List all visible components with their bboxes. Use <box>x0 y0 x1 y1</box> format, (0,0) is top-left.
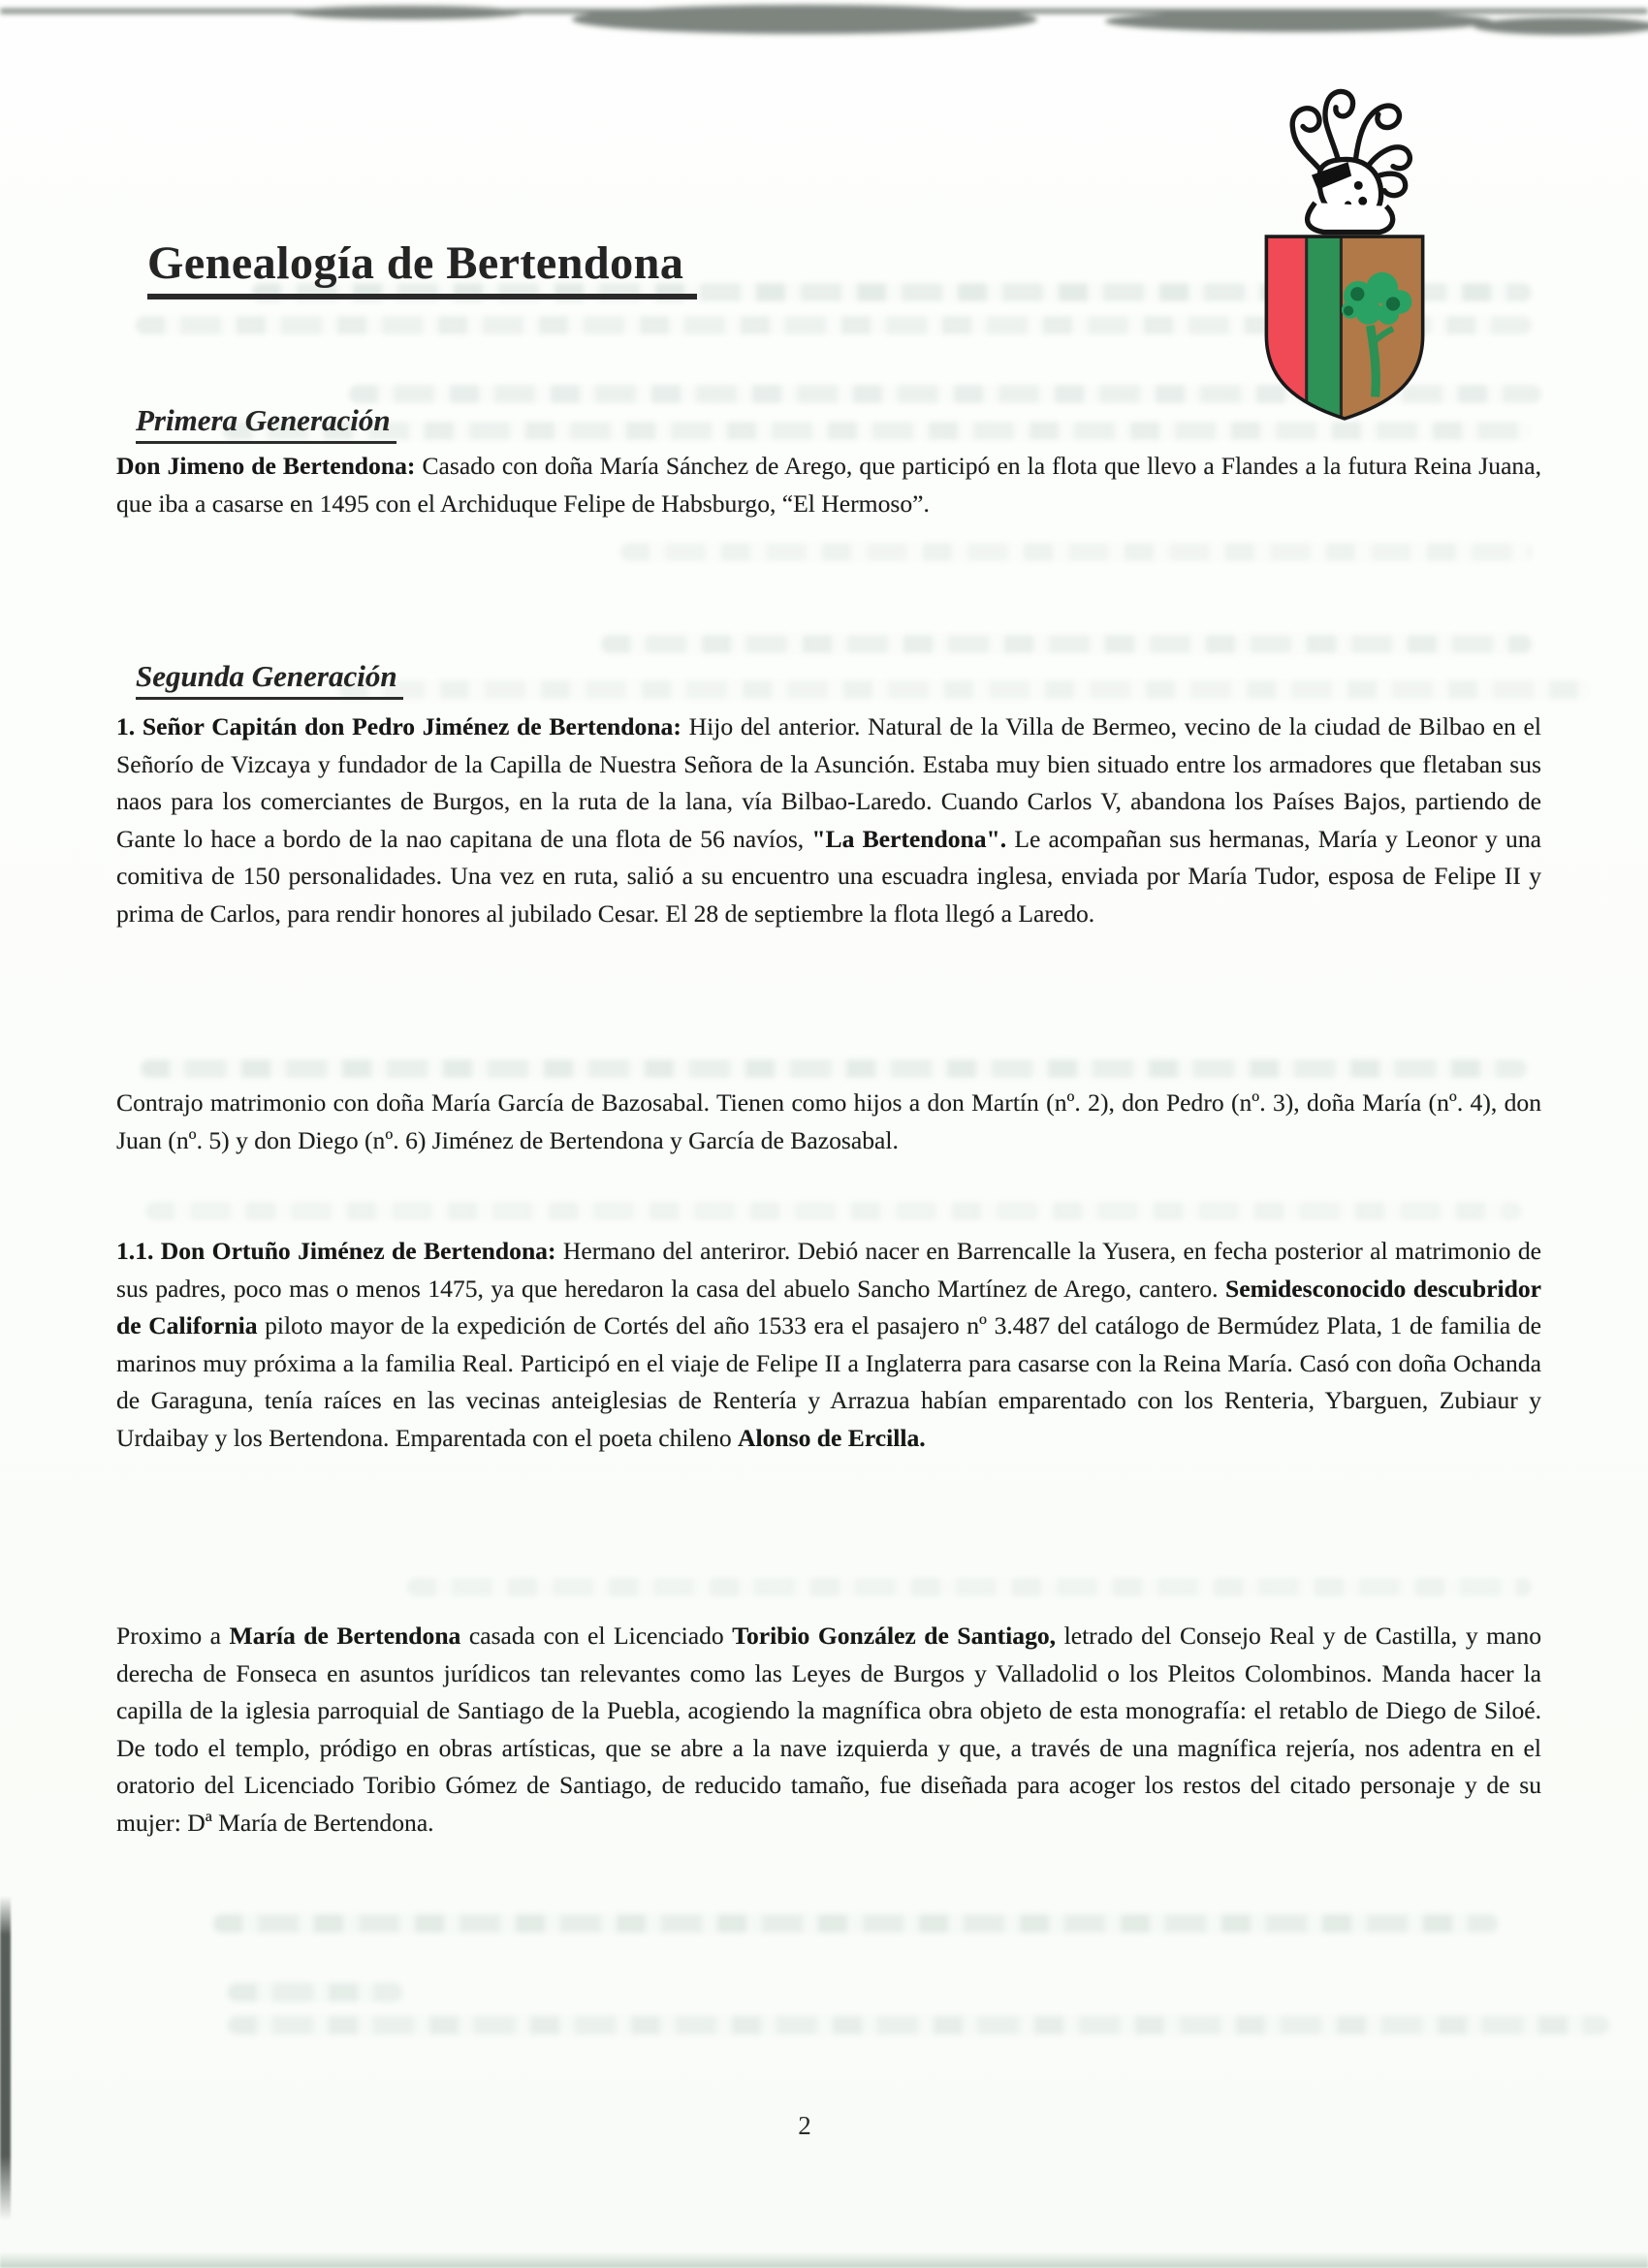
helmet-crest-icon <box>1279 70 1426 240</box>
bold-run: Toribio González de Santiago, <box>732 1622 1057 1650</box>
bleedthrough-text-ghost <box>620 543 1532 561</box>
bold-run: Alonso de Ercilla. <box>738 1423 926 1452</box>
scan-artifact-top-edge <box>0 0 1648 58</box>
bleedthrough-text-ghost <box>141 1059 1527 1078</box>
bleedthrough-text-ghost <box>145 1202 1522 1220</box>
paragraph-matrimonio-bazosabal <box>116 1085 1541 1159</box>
bold-run: 1. Señor Capitán don Pedro Jiménez de Bertendona: <box>116 712 681 740</box>
paragraph-ortuno-jimenez <box>116 1233 1541 1458</box>
scan-artifact-bottom-edge <box>0 2252 1648 2268</box>
bold-run: María de Bertendona <box>229 1622 461 1650</box>
bold-run: 1.1. Don Ortuño Jiménez de Bertendona: <box>116 1237 556 1265</box>
document-title: Genealogía de Bertendona <box>147 238 697 299</box>
paragraph-maria-de-bertendona <box>116 1618 1541 1843</box>
bleedthrough-text-ghost <box>601 635 1532 653</box>
coat-of-arms <box>1253 70 1447 425</box>
scan-artifact-left-edge <box>0 1896 11 2221</box>
section-heading-primera-generacion: Primera Generación <box>136 405 396 445</box>
text-run: letrado del Consejo Real y de Castilla, y mano derecha de Fonseca en asuntos jurídicos tan relevantes como las Leyes de Burgos y Valladolid o los Pleitos Colombinos. Manda hacer la capilla de la iglesia parroquial de Santiago de la Puebla, acogiendo la magnífica obra objeto de esta monografía: el retablo de Diego de Siloé. De todo el templo, pródigo en obras artísticas, que se abre a la nave izquierda y que, a través de una magnífica rejería, nos adentra en el oratorio del Licenciado Toribio Gómez de Santiago, de reducido tamaño, fue diseñada para acoger los restos del citado personaje y de su mujer: Dª María de Bertendona. <box>116 1622 1541 1837</box>
page-number: 2 <box>798 2111 811 2140</box>
bold-run: Don Jimeno de Bertendona: <box>116 452 416 480</box>
bold-run: "La Bertendona". <box>811 824 1007 853</box>
text-run: casada con el Licenciado <box>460 1622 733 1650</box>
text-run: Hermano del anteriror. Debió nacer en Barrencalle la Yusera, en fecha posterior al matrimonio de sus padres, poco mas o menos 1475, ya que heredaron la casa del abuelo Sancho Martínez de Arego, cantero. <box>116 1237 1541 1303</box>
text-run: Contrajo matrimonio con doña María García de Bazosabal. Tienen como hijos a don Martín (nº. 2), don Pedro (nº. 3), doña María (nº. 4), don Juan (nº. 5) y don Diego (nº. 6) Jiménez de Bertendona y García de Bazosabal. <box>116 1088 1541 1154</box>
paragraph-don-jimeno <box>116 448 1541 522</box>
bleedthrough-text-ghost <box>228 2016 1609 2034</box>
text-run: Hijo del anterior. Natural de la Villa de Bermeo, vecino de la ciudad de Bilbao en el Señorío de Vizcaya y fundador de la Capilla de Nuestra Señora de la Asunción. Estaba muy bien situado entre los armadores que fletaban sus naos para los comerciantes de Burgos, en la ruta de la lana, vía Bilbao-Laredo. Cuando Carlos V, abandona los Países Bajos, partiendo de Gante lo hace a bordo de la nao capitana de una flota de 56 navíos, <box>116 712 1542 853</box>
text-run: Proximo a <box>116 1622 230 1650</box>
paragraph-pedro-jimenez <box>116 709 1541 933</box>
bleedthrough-text-ghost <box>407 1578 1532 1596</box>
text-run: Le acompañan sus hermanas, María y Leonor y una comitiva de 150 personalidades. Una vez en ruta, salió a su encuentro una escuadra inglesa, enviada por María Tudor, esposa de Felipe II y prima de Carlos, para rendir honores al jubilado Cesar. El 28 de septiembre la flota llegó a Laredo. <box>116 824 1541 928</box>
bleedthrough-text-ghost <box>339 680 1590 699</box>
text-run: Casado con doña María Sánchez de Arego, que participó en la flota que llevo a Flandes a la futura Reina Juana, que iba a casarse en 1495 con el Archiduque Felipe de Habsburgo, “El Hermoso”. <box>116 452 1541 518</box>
text-run: piloto mayor de la expedición de Cortés del año 1533 era el pasajero nº 3.487 del catálogo de Bermúdez Plata, 1 de familia de marinos muy próxima a la familia Real. Participó en el viaje de Felipe II a Inglaterra para casarse con la Reina María. Casó con doña Ochanda de Garaguna, tenía raíces en las vecinas anteiglesias de Rentería y Arrazua habían emparentado con los Renteria, Ybarguen, Zubiaur y Urdaibay y los Bertendona. Emparentada con el poeta chileno <box>116 1311 1541 1452</box>
bleedthrough-text-ghost <box>213 1914 1498 1933</box>
section-heading-segunda-generacion: Segunda Generación <box>136 661 403 701</box>
shield-icon <box>1261 233 1428 423</box>
bold-run: Semidesconocido descubridor de California <box>116 1274 1541 1340</box>
bleedthrough-text-ghost <box>228 1983 402 2001</box>
